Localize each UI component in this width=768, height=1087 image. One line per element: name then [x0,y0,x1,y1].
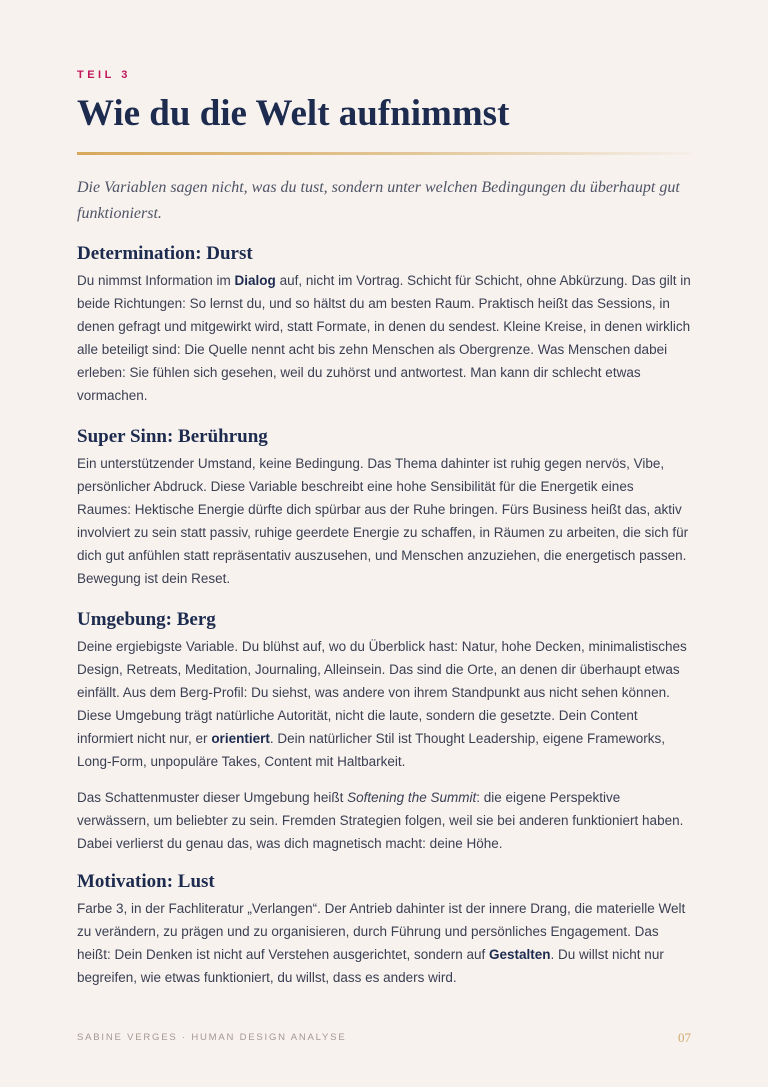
section-heading: Determination: Durst [77,243,253,264]
page-number: 07 [678,1030,691,1045]
text-run: Deine ergiebigste Variable. Du blühst auf, wo du Überblick hast: Natur, hohe Decken, minimalistisches Design, Retreats, Meditation, Journaling, Alleinsein. Das sind die Orte, an denen dir überhaupt etwas einfällt. Aus dem Berg-Profil: Du siehst, was andere von ihrem Standpunkt aus nicht sehen können. Diese Umgebung trägt natürliche Autorität, nicht die laute, sondern die gesetzte. Dein Content informiert nicht nur, er [77,639,687,746]
text-run: Du nimmst Information im [77,273,235,288]
section-determination [77,242,691,407]
section-paragraph [77,786,691,855]
text-run: . Du willst nicht nur begreifen, wie etwas funktioniert, du willst, dass es anders wird. [77,947,664,985]
section-paragraph: Ein unterstützender Umstand, keine Bedingung. Das Thema dahinter ist ruhig gegen nervös, Vibe, persönlicher Abdruck. Diese Variable beschreibt eine hohe Sensibilität für die Energetik eines Raumes: Hektische Energie dürfte dich spürbar aus der Ruhe bringen. Fürs Business heißt das, aktiv involviert zu sein statt passiv, ruhige geerdete Energie zu schaffen, in Räumen zu arbeiten, die sich für dich gut anfühlen statt repräsentativ auszusehen, und Menschen anzuziehen, die energetisch passen. Bewegung ist dein Reset. [77,456,689,586]
text-run: : die eigene Perspektive verwässern, um beliebter zu sein. Fremden Strategien folgen, weil sie bei anderen funktioniert haben. Dabei verlierst du genau das, was dich magnetisch macht: deine Höhe. [77,790,684,851]
section-paragraph [77,269,691,407]
section-paragraph [77,897,691,989]
section-heading: Umgebung: Berg [77,609,216,630]
section-umgebung [77,608,691,855]
section-kicker: TEIL 3 [77,69,131,81]
section-paragraph [77,635,691,773]
section-heading: Super Sinn: Berührung [77,426,268,447]
footer-author: SABINE VERGES · HUMAN DESIGN ANALYSE [77,1032,347,1043]
title-divider [77,152,691,155]
emphasis-text: Dialog [234,273,276,288]
italic-term: Softening the Summit [347,790,477,805]
section-heading: Motivation: Lust [77,871,215,892]
text-run: Das Schattenmuster dieser Umgebung heißt [77,790,348,805]
section-super-sinn [77,425,691,590]
text-run: Farbe 3, in der Fachliteratur „Verlangen“. Der Antrieb dahinter ist der innere Drang, die materielle Welt zu verändern, zu prägen und zu organisieren, durch Führung und persönliches Engagement. Das heißt: Dein Denken ist nicht auf Verstehen ausgerichtet, sondern auf [77,901,686,962]
emphasis-text: Gestalten [489,947,551,962]
lead-paragraph: Die Variablen sagen nicht, was du tust, sondern unter welchen Bedingungen du überhaupt gut funktionierst. [77,179,680,222]
text-run: . Dein natürlicher Stil ist Thought Leadership, eigene Frameworks, Long-Form, unpopuläre Takes, Content mit Haltbarkeit. [77,731,666,769]
page-title: Wie du die Welt aufnimmst [77,93,510,134]
section-motivation [77,870,691,989]
emphasis-text: orientiert [211,731,270,746]
text-run: auf, nicht im Vortrag. Schicht für Schicht, ohne Abkürzung. Das gilt in beide Richtungen: So lernst du, und so hältst du am besten Raum. Praktisch heißt das Sessions, in denen gefragt und mitgewirkt wird, statt Formate, in denen du sendest. Kleine Kreise, in denen wirklich alle beteiligt sind: Die Quelle nennt acht bis zehn Menschen als Obergrenze. Was Menschen dabei erleben: Sie fühlen sich gesehen, weil du zuhörst und antwortest. Man kann dir schlecht etwas vormachen. [77,273,691,403]
